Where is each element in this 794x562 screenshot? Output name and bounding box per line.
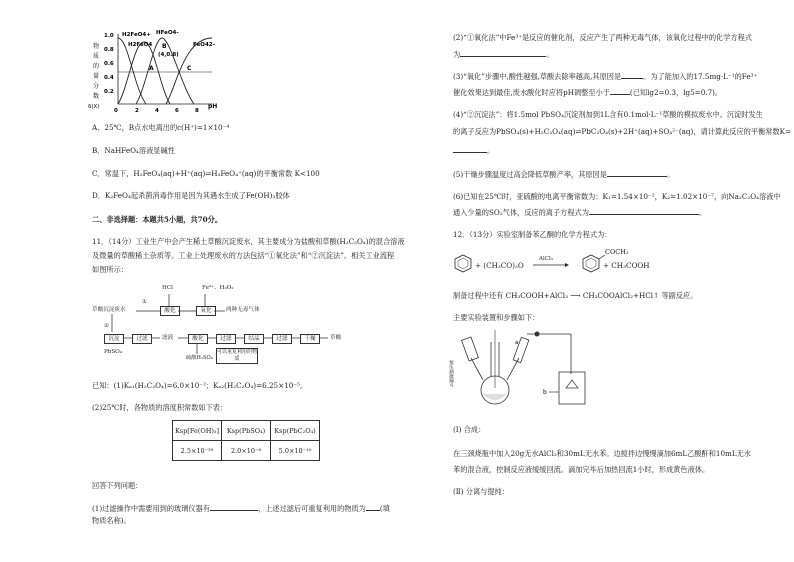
label-funnel: 恒压滴液漏斗 — [448, 360, 454, 387]
point-B-coord: (4,0.8) — [158, 52, 179, 58]
section-title: 二、非选择题：本题共5小题，共70分。 — [92, 215, 223, 224]
flow-product: 草酸 — [330, 335, 342, 341]
flow-c1: ① — [142, 299, 148, 305]
option-d: D．K₂FeO₄起杀菌消毒作用是因为其遇水生成了Fe(OH)₃胶体 — [92, 191, 290, 200]
q11-part1-cont: 物质名称)。 — [92, 516, 131, 525]
flow-recycle: 可以重复利用的物质 — [217, 349, 258, 362]
flow-source: 草酸沉淀废水 — [92, 307, 126, 313]
q11-5: (5)干燥步骤温度过高会降低草酸产率，其原因是 。 — [453, 170, 675, 179]
ksp-intro: (2)25℃时，各物质的溶度积常数如下表： — [92, 403, 228, 412]
answer-blank[interactable] — [366, 504, 380, 511]
answer-blank[interactable] — [607, 170, 667, 177]
q11-2-text: 为 — [453, 50, 461, 59]
flow-filter3: 过滤 — [272, 334, 292, 344]
svg-text:质: 质 — [93, 53, 100, 60]
flow-filter2: 过滤 — [216, 334, 236, 344]
svg-text:分: 分 — [93, 83, 100, 90]
q11-2-line2: 为 。 — [453, 50, 554, 59]
svg-text:的: 的 — [93, 63, 100, 70]
answer-prompt: 回答下列问题： — [92, 481, 143, 490]
point-C: C — [187, 65, 192, 72]
separation-title: (Ⅱ) 分离与提纯： — [453, 487, 509, 496]
option-b: B．NaHFeO₄溶液显碱性 — [92, 146, 175, 155]
label-a: a — [515, 340, 519, 346]
ksp-header: Ksp(PbSO₄) — [222, 421, 271, 441]
xtick: 2 — [135, 108, 139, 114]
flow-dry: 干燥 — [300, 334, 320, 344]
reaction-equation — [453, 247, 713, 281]
q11-line: 如图所示： — [92, 265, 128, 274]
species-label: H2FeO4 — [128, 42, 153, 48]
species-label: H2FeO4+ — [122, 32, 151, 38]
benzene-icon — [455, 255, 471, 272]
ksp-value: 2.5×10⁻³⁹ — [173, 441, 222, 461]
acetophenone-ring-icon — [583, 255, 599, 272]
q11-3-line1 — [453, 72, 757, 80]
process-flow — [92, 280, 392, 370]
point-B: B — [162, 43, 167, 50]
label-b: b — [543, 389, 547, 396]
q11-line: 11．（14分）工业生产中会产生稀土草酸沉淀废水，其主要成分为盐酸和草酸(H₂C₂O₄)的混合溶液 — [92, 237, 405, 246]
synthesis-line1: 在三颈烧瓶中加入20g无水AlCl₃和30mL无水苯。边搅拌边慢慢滴加6mL乙酸酐和10mL无水 — [453, 449, 751, 458]
synthesis-line2: 苯的混合液，控制反应液缓缓回流。滴加完毕后加热回流1小时，形成黄色液体。 — [453, 465, 710, 474]
q11-3-text: 。为了能加入的17.5mg·L⁻¹的Fe³⁺ — [643, 72, 758, 81]
q11-1-text: (1)过滤操作中需要用到的玻璃仪器有 — [92, 504, 210, 513]
species-label: FeO42- — [193, 42, 215, 48]
flow-fe: Fe³⁺、H₂O₂ — [202, 285, 234, 291]
answer-blank[interactable] — [610, 88, 630, 95]
flow-oxidize: 氧化 — [196, 306, 216, 316]
flow-gas: 两种无毒气体 — [226, 307, 260, 313]
ytick: 0 — [114, 108, 118, 114]
right-column — [397, 0, 794, 562]
answer-blank[interactable] — [460, 50, 546, 57]
ytick: 0.6 — [104, 61, 114, 67]
reaction-reagent: + (CH₃CO)₂O — [475, 261, 524, 270]
flow-acidify2: 酸化 — [188, 334, 208, 344]
apparatus-intro: 主要实验装置和步骤如下： — [453, 313, 540, 322]
side-reaction: 制备过程中还有 CH₃COOH+AlCl₃ ⟶ CH₃COOAlCl₂+HCl↑ 等副反应。 — [453, 291, 698, 300]
q11-line: 及微量的草酸稀土杂质等。工业上处理废水的方法包括“①氧化法”和“②沉淀法”。相关工业流程 — [92, 251, 395, 260]
q11-4-line3: 。 — [453, 146, 494, 154]
q12-title: 12．（13分）实验室制备苯乙酮的化学方程式为： — [453, 230, 612, 239]
q11-3-text: (已知lg2=0.3，lg5=0.7)。 — [629, 88, 723, 97]
q11-3-line2 — [453, 88, 722, 96]
q11-6-text: 通入少量的SO₂气体，反应的离子方程式为 — [453, 208, 589, 217]
svg-text:数: 数 — [93, 93, 100, 100]
answer-blank[interactable] — [453, 146, 487, 153]
flow-filtrate: 滤液 — [162, 335, 174, 341]
apparatus-diagram — [448, 328, 603, 410]
flow-crystal: 结晶 — [244, 334, 264, 344]
ksp-header: Ksp[Fe(OH)₃] — [173, 421, 222, 441]
answer-blank[interactable] — [589, 208, 699, 215]
ksp-header: Ksp(PbC₂O₄) — [271, 421, 320, 441]
q11-3-text: (3)“氧化”步骤中,酸性越强,草酸去除率越高,其原因是 — [453, 72, 622, 81]
flow-hcl: HCl — [162, 285, 173, 291]
ytick: 0.4 — [104, 75, 114, 81]
xtick: 6 — [175, 108, 179, 114]
option-a: A．25℃，B点水电离出的c(H⁺)=1×10⁻⁴ — [92, 123, 230, 132]
species-label: HFeO4- — [156, 30, 179, 36]
flow-precipitate: 沉淀 — [104, 334, 124, 344]
ka-line: 已知：(1)Kₐ₁(H₂C₂O₄)=6.0×10⁻²；Kₐ₂(H₂C₂O₄)=6.25×10⁻⁵。 — [92, 381, 308, 390]
flow-c2: ② — [104, 323, 110, 329]
q11-1-text: (填 — [379, 504, 390, 513]
svg-text:量: 量 — [93, 73, 100, 80]
q11-6-line2: 通入少量的SO₂气体，反应的离子方程式为 。 — [453, 208, 707, 217]
svg-text:δ(X): δ(X) — [88, 104, 100, 110]
ytick: 0.2 — [104, 89, 114, 95]
q11-5-text: (5)干燥步骤温度过高会降低草酸产率，其原因是 — [453, 170, 607, 179]
q11-2-line1: (2)“①氧化法”中Fe³⁺是反应的催化剂，反应产生了两种无毒气体，该氧化过程中的化学方程式 — [453, 33, 752, 42]
ytick: 0.8 — [104, 47, 114, 53]
q11-6-line1: (6)已知在25℃时，亚硫酸的电离平衡常数为：K₁=1.54×10⁻²，K₂=1.02×10⁻⁷，向Na₂C₂O₄溶液中 — [453, 192, 781, 201]
reaction-product-group: COCH₃ — [605, 248, 629, 256]
flow-acidify1: 酸化 — [160, 306, 180, 316]
answer-blank[interactable] — [210, 504, 258, 511]
xtick: 4 — [155, 108, 159, 114]
flow-filter1: 过滤 — [132, 334, 152, 344]
answer-blank[interactable] — [621, 72, 643, 79]
ksp-value: 5.0×10⁻¹⁰ — [271, 441, 320, 461]
flow-pbso4: PbSO₄ — [104, 349, 123, 355]
flow-reagent: 硫酸H₂SO₄ — [186, 355, 213, 361]
ksp-table — [172, 420, 320, 461]
q11-4-line1: (4)“②沉淀法”：将1.5mol PbSO₄沉淀剂加到1L含有0.1mol·L⁻¹草酸的模拟废水中。沉淀时发生 — [453, 110, 763, 119]
svg-text:物: 物 — [93, 43, 100, 50]
q11-1-text: ，上述过滤后可重复利用的物质为 — [258, 504, 366, 513]
xtick: 8 — [195, 108, 199, 114]
point-A: A — [149, 65, 154, 72]
species-distribution-graph — [90, 28, 230, 116]
reaction-byproduct: + CH₃COOH — [603, 261, 650, 270]
ytick: 1.0 — [104, 33, 114, 39]
reaction-catalyst: AlCl₃ — [539, 256, 553, 262]
xlabel: pH — [208, 103, 218, 110]
q11-part1 — [92, 504, 390, 512]
q11-4-line2: 的离子反应为PbSO₄(s)+H₂C₂O₄(aq)⇌PbC₂O₄(s)+2H⁺(aq)+SO₄²⁻(aq)，请计算此反应的平衡常数K= — [453, 127, 791, 136]
q11-3-text: 催化效果达到最佳,废水酸化时应将pH调整至小于 — [453, 88, 610, 97]
ksp-value: 2.0×10⁻⁸ — [222, 441, 271, 461]
option-c: C．常温下，H₂FeO₄(aq)+H⁺(aq)⇌H₃FeO₄⁺(aq)的平衡常数 K<100 — [92, 169, 320, 178]
synthesis-title: (Ⅰ) 合成： — [453, 425, 486, 434]
